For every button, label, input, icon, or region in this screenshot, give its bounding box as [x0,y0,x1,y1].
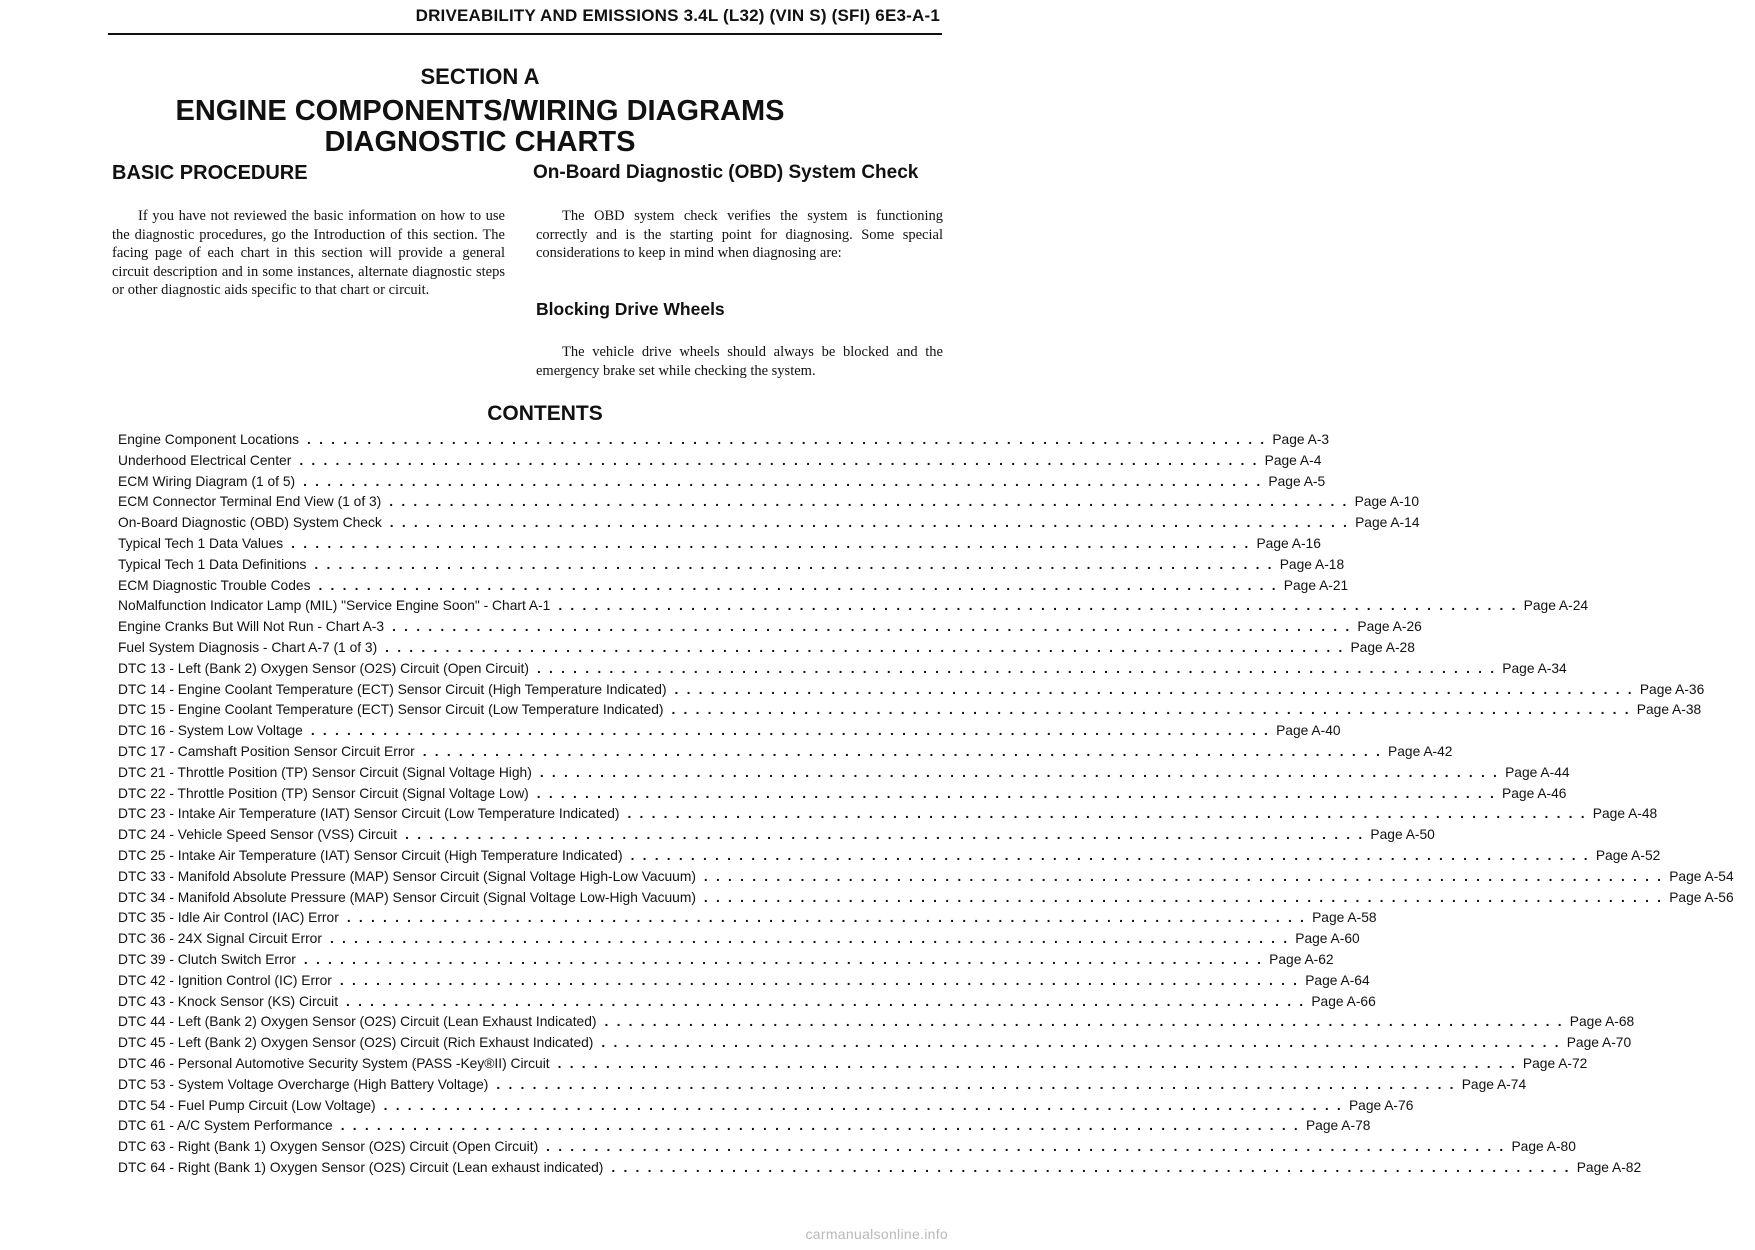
contents-entry [118,577,1349,599]
contents-entry-page: Page A-76 [1348,1097,1414,1113]
contents-entry-page: Page A-66 [1311,993,1376,1009]
contents-entry-title: DTC 39 - Clutch Switch Error [118,951,296,967]
contents-entry-title: DTC 63 - Right (Bank 1) Oxygen Sensor (O2S) Circuit (Open Circuit) [118,1139,539,1155]
contents-entry-title: On-Board Diagnostic (OBD) System Check [118,515,382,531]
dot-leader: . . . . . . . . . . . . . . . . . . . . . . . . . . . . . . . . . . . . . . . . . . . . . . . . . . . . . . . . . . . . . . . . . . . . . . . . . . . . . . . . [627,806,1587,822]
contents-entry [118,931,1360,952]
dot-leader: . . . . . . . . . . . . . . . . . . . . . . . . . . . . . . . . . . . . . . . . . . . . . . . . . . . . . . . . . . . . . . . . . . . . . . . . . . . . . . . . [703,868,1664,884]
contents-entry-page: Page A-60 [1295,931,1360,947]
watermark: carmanualsonline.info [805,1226,948,1242]
dot-leader: . . . . . . . . . . . . . . . . . . . . . . . . . . . . . . . . . . . . . . . . . . . . . . . . . . . . . . . . . . . . . . . . . . . . . . . . . . . . . . . . [389,515,1350,531]
contents-entry-title: DTC 64 - Right (Bank 1) Oxygen Sensor (O2S) Circuit (Lean exhaust indicated) [118,1159,604,1175]
contents-entry-page: Page A-42 [1388,743,1453,759]
contents-entry-page: Page A-82 [1576,1159,1642,1175]
contents-entry-title: DTC 33 - Manifold Absolute Pressure (MAP) Sensor Circuit (Signal Voltage High-Low Vacuum) [118,868,696,884]
dot-leader: . . . . . . . . . . . . . . . . . . . . . . . . . . . . . . . . . . . . . . . . . . . . . . . . . . . . . . . . . . . . . . . . . . . . . . . . . . . . . . . . [318,577,1278,593]
contents-entry-title: DTC 13 - Left (Bank 2) Oxygen Sensor (O2S) Circuit (Open Circuit) [118,660,529,676]
contents-entry-page: Page A-40 [1276,723,1341,739]
contents-entry-title: DTC 15 - Engine Coolant Temperature (ECT) Sensor Circuit (Low Temperature Indicated) [118,702,664,718]
contents-entry-page: Page A-68 [1569,1014,1635,1030]
dot-leader: . . . . . . . . . . . . . . . . . . . . . . . . . . . . . . . . . . . . . . . . . . . . . . . . . . . . . . . . . . . . . . . . . . . . . . . . . . . . . . . . [383,1097,1343,1113]
contents-entry [118,743,1453,765]
contents-entry-title: Engine Component Locations [118,432,300,447]
dot-leader: . . . . . . . . . . . . . . . . . . . . . . . . . . . . . . . . . . . . . . . . . . . . . . . . . . . . . . . . . . . . . . . . . . . . . . . . . . . . . . . . [557,1055,1517,1071]
dot-leader: . . . . . . . . . . . . . . . . . . . . . . . . . . . . . . . . . . . . . . . . . . . . . . . . . . . . . . . . . . . . . . . . . . . . . . . . . . . . . . . . [329,931,1290,947]
contents-entry-page: Page A-4 [1264,452,1322,468]
dot-leader: . . . . . . . . . . . . . . . . . . . . . . . . . . . . . . . . . . . . . . . . . . . . . . . . . . . . . . . . . . . . . . . . . . . . . . . . . . . . . . . . [422,743,1383,759]
contents-entry-page: Page A-56 [1669,889,1734,905]
dot-leader: . . . . . . . . . . . . . . . . . . . . . . . . . . . . . . . . . . . . . . . . . . . . . . . . . . . . . . . . . . . . . . . . . . . . . . . . . . . . . . . . [496,1076,1456,1092]
contents-entry-page: Page A-46 [1502,785,1567,801]
contents-entry [118,515,1420,536]
contents-entry-page: Page A-74 [1461,1076,1527,1092]
dot-leader: . . . . . . . . . . . . . . . . . . . . . . . . . . . . . . . . . . . . . . . . . . . . . . . . . . . . . . . . . . . . . . . . . . . . . . . . . . . . . . . . [340,1118,1300,1134]
contents-entry-page: Page A-5 [1268,473,1326,489]
contents-entry-title: Typical Tech 1 Data Definitions [118,556,307,572]
blocking-drive-wheels-heading: Blocking Drive Wheels [536,299,725,319]
contents-entry [118,1118,1371,1139]
contents-entry-page: Page A-50 [1370,827,1435,843]
running-header: DRIVEABILITY AND EMISSIONS 3.4L (L32) (VIN S) (SFI) 6E3-A-1 [415,6,940,25]
title-line-2: DIAGNOSTIC CHARTS [324,126,636,158]
blocking-drive-wheels-paragraph: The vehicle drive wheels should always be blocked and the emergency brake set while checking the system. [536,344,943,379]
contents-entry-page: Page A-3 [1272,432,1330,447]
contents-entry-page: Page A-24 [1523,598,1589,614]
contents-entry [118,951,1334,973]
contents-entry [118,1076,1527,1098]
contents-entry [118,889,1734,911]
contents-entry-title: DTC 34 - Manifold Absolute Pressure (MAP) Sensor Circuit (Signal Voltage Low-High Vacuum) [118,889,696,905]
contents-entry [118,993,1376,1015]
dot-leader: . . . . . . . . . . . . . . . . . . . . . . . . . . . . . . . . . . . . . . . . . . . . . . . . . . . . . . . . . . . . . . . . . . . . . . . . . . . . . . . . [307,432,1267,447]
obd-check-paragraph: The OBD system check verifies the system is functioning correctly and is the starting point for diagnosing. Some special considerations to keep in mind when diagnosing are: [536,208,943,262]
contents-entry-title: DTC 45 - Left (Bank 2) Oxygen Sensor (O2S) Circuit (Rich Exhaust Indicated) [118,1035,594,1051]
contents-entry [118,1159,1642,1181]
section-label: SECTION A [420,64,540,89]
contents-entry-page: Page A-34 [1502,660,1567,676]
contents-entry-page: Page A-78 [1305,1118,1371,1134]
contents-entry [118,827,1435,848]
contents-entry-title: DTC 44 - Left (Bank 2) Oxygen Sensor (O2S) Circuit (Lean Exhaust Indicated) [118,1014,597,1030]
contents-entry [118,494,1420,515]
contents-entry-title: Typical Tech 1 Data Values [118,535,284,551]
dot-leader: . . . . . . . . . . . . . . . . . . . . . . . . . . . . . . . . . . . . . . . . . . . . . . . . . . . . . . . . . . . . . . . . . . . . . . . . . . . . . . . . [314,556,1274,572]
dot-leader: . . . . . . . . . . . . . . . . . . . . . . . . . . . . . . . . . . . . . . . . . . . . . . . . . . . . . . . . . . . . . . . . . . . . . . . . . . . . . . . . [405,827,1365,843]
contents-entry-page: Page A-44 [1505,764,1570,780]
contents-entry [118,910,1377,931]
contents-entry-title: DTC 24 - Vehicle Speed Sensor (VSS) Circuit [118,827,398,843]
contents-entry [118,452,1322,474]
dot-leader: . . . . . . . . . . . . . . . . . . . . . . . . . . . . . . . . . . . . . . . . . . . . . . . . . . . . . . . . . . . . . . . . . . . . . . . . . . . . . . . . [291,535,1251,551]
contents-entry [118,639,1415,661]
basic-procedure-paragraph: If you have not reviewed the basic information on how to use the diagnostic procedures, go the Introduction of this section. The facing page of each chart in this section will provide a general circuit description and in some instances, alternate diagnostic steps or other diagnostic aids specific to that chart or circuit. [112,208,505,299]
contents-entry-title: DTC 23 - Intake Air Temperature (IAT) Sensor Circuit (Low Temperature Indicated) [118,806,620,822]
contents-entry-title: DTC 46 - Personal Automotive Security System (PASS -Key®II) Circuit [118,1055,550,1071]
header-rule [108,33,942,35]
dot-leader: . . . . . . . . . . . . . . . . . . . . . . . . . . . . . . . . . . . . . . . . . . . . . . . . . . . . . . . . . . . . . . . . . . . . . . . . . . . . . . . . [339,972,1300,988]
dot-leader: . . . . . . . . . . . . . . . . . . . . . . . . . . . . . . . . . . . . . . . . . . . . . . . . . . . . . . . . . . . . . . . . . . . . . . . . . . . . . . . . [674,681,1634,697]
dot-leader: . . . . . . . . . . . . . . . . . . . . . . . . . . . . . . . . . . . . . . . . . . . . . . . . . . . . . . . . . . . . . . . . . . . . . . . . . . . . . . . . [539,764,1500,780]
contents-entry-page: Page A-48 [1592,806,1658,822]
dot-leader: . . . . . . . . . . . . . . . . . . . . . . . . . . . . . . . . . . . . . . . . . . . . . . . . . . . . . . . . . . . . . . . . . . . . . . . . . . . . . . . . [303,951,1264,967]
contents-entry [118,1097,1414,1119]
contents-entry-title: DTC 25 - Intake Air Temperature (IAT) Sensor Circuit (High Temperature Indicated) [118,847,623,863]
contents-entry-title: DTC 22 - Throttle Position (TP) Sensor Circuit (Signal Voltage Low) [118,785,529,801]
dot-leader: . . . . . . . . . . . . . . . . . . . . . . . . . . . . . . . . . . . . . . . . . . . . . . . . . . . . . . . . . . . . . . . . . . . . . . . . . . . . . . . . [299,452,1259,468]
contents-entry [118,681,1705,703]
contents-entry-title: DTC 21 - Throttle Position (TP) Sensor Circuit (Signal Voltage High) [118,764,532,780]
dot-leader: . . . . . . . . . . . . . . . . . . . . . . . . . . . . . . . . . . . . . . . . . . . . . . . . . . . . . . . . . . . . . . . . . . . . . . . . . . . . . . . . [310,723,1271,739]
contents-entry [118,619,1422,640]
contents-entry-title: Engine Cranks But Will Not Run - Chart A-3 [118,619,385,635]
contents-entry-title: ECM Wiring Diagram (1 of 5) [118,473,296,489]
contents-entry-title: DTC 54 - Fuel Pump Circuit (Low Voltage) [118,1097,376,1113]
dot-leader: . . . . . . . . . . . . . . . . . . . . . . . . . . . . . . . . . . . . . . . . . . . . . . . . . . . . . . . . . . . . . . . . . . . . . . . . . . . . . . . . [703,889,1664,905]
contents-entry-page: Page A-28 [1350,639,1415,655]
contents-heading: CONTENTS [487,402,603,425]
contents-entry [118,764,1570,786]
contents-entry-page: Page A-38 [1636,702,1702,718]
contents-entry [118,1035,1632,1056]
contents-entry-page: Page A-54 [1669,868,1734,884]
dot-leader: . . . . . . . . . . . . . . . . . . . . . . . . . . . . . . . . . . . . . . . . . . . . . . . . . . . . . . . . . . . . . . . . . . . . . . . . . . . . . . . . [385,639,1345,655]
contents-entry-title: DTC 36 - 24X Signal Circuit Error [118,931,322,947]
dot-leader: . . . . . . . . . . . . . . . . . . . . . . . . . . . . . . . . . . . . . . . . . . . . . . . . . . . . . . . . . . . . . . . . . . . . . . . . . . . . . . . . [671,702,1631,718]
contents-entry-page: Page A-14 [1355,515,1420,531]
dot-leader: . . . . . . . . . . . . . . . . . . . . . . . . . . . . . . . . . . . . . . . . . . . . . . . . . . . . . . . . . . . . . . . . . . . . . . . . . . . . . . . . [558,598,1518,614]
dot-leader: . . . . . . . . . . . . . . . . . . . . . . . . . . . . . . . . . . . . . . . . . . . . . . . . . . . . . . . . . . . . . . . . . . . . . . . . . . . . . . . . [536,785,1497,801]
contents-entry-page: Page A-18 [1279,556,1345,572]
contents-entry [118,806,1658,827]
dot-leader: . . . . . . . . . . . . . . . . . . . . . . . . . . . . . . . . . . . . . . . . . . . . . . . . . . . . . . . . . . . . . . . . . . . . . . . . . . . . . . . . [346,993,1306,1009]
dot-leader: . . . . . . . . . . . . . . . . . . . . . . . . . . . . . . . . . . . . . . . . . . . . . . . . . . . . . . . . . . . . . . . . . . . . . . . . . . . . . . . . [604,1014,1564,1030]
contents-entry [118,847,1661,869]
contents-entry-title: DTC 42 - Ignition Control (IC) Error [118,972,332,988]
dot-leader: . . . . . . . . . . . . . . . . . . . . . . . . . . . . . . . . . . . . . . . . . . . . . . . . . . . . . . . . . . . . . . . . . . . . . . . . . . . . . . . . [601,1035,1561,1051]
contents-entry-page: Page A-26 [1357,619,1422,635]
contents-entry-title: DTC 14 - Engine Coolant Temperature (ECT) Sensor Circuit (High Temperature Indicated) [118,681,667,697]
contents-entry-page: Page A-16 [1256,535,1321,551]
contents-entry [118,660,1567,682]
contents-entry [118,473,1326,495]
contents-entry-title: ECM Connector Terminal End View (1 of 3) [118,494,382,510]
contents-entry [118,702,1702,723]
contents-entry-title: DTC 17 - Camshaft Position Sensor Circuit Error [118,743,415,759]
contents-entry-title: DTC 61 - A/C System Performance [118,1118,333,1134]
dot-leader: . . . . . . . . . . . . . . . . . . . . . . . . . . . . . . . . . . . . . . . . . . . . . . . . . . . . . . . . . . . . . . . . . . . . . . . . . . . . . . . . [546,1139,1506,1155]
contents-entry-title: NoMalfunction Indicator Lamp (MIL) "Service Engine Soon" - Chart A-1 [118,598,551,614]
page-title [0,96,960,158]
contents-entry-title: ECM Diagnostic Trouble Codes [118,577,311,593]
obd-check-heading: On-Board Diagnostic (OBD) System Check [533,162,919,183]
dot-leader: . . . . . . . . . . . . . . . . . . . . . . . . . . . . . . . . . . . . . . . . . . . . . . . . . . . . . . . . . . . . . . . . . . . . . . . . . . . . . . . . [346,910,1307,926]
contents-entry [118,535,1321,557]
contents-entry-title: Underhood Electrical Center [118,452,292,468]
contents-entry [118,723,1341,744]
contents-entry-page: Page A-72 [1522,1055,1588,1071]
contents-entry-title: DTC 16 - System Low Voltage [118,723,303,739]
contents-entry [118,868,1734,890]
contents-entry-page: Page A-52 [1595,847,1661,863]
contents-entry [118,972,1370,994]
contents-entry-page: Page A-64 [1305,972,1370,988]
contents-list [118,432,1734,1181]
contents-entry-title: DTC 53 - System Voltage Overcharge (High Battery Voltage) [118,1076,489,1092]
contents-entry [118,785,1567,807]
contents-entry-page: Page A-58 [1312,910,1377,926]
contents-entry-page: Page A-21 [1283,577,1349,593]
contents-entry-page: Page A-70 [1566,1035,1632,1051]
contents-entry-page: Page A-80 [1511,1139,1576,1155]
basic-procedure-heading: BASIC PROCEDURE [112,162,308,184]
contents-entry-title: DTC 43 - Knock Sensor (KS) Circuit [118,993,339,1009]
contents-entry [118,1055,1588,1077]
contents-entry-title: Fuel System Diagnosis - Chart A-7 (1 of 3) [118,639,378,655]
dot-leader: . . . . . . . . . . . . . . . . . . . . . . . . . . . . . . . . . . . . . . . . . . . . . . . . . . . . . . . . . . . . . . . . . . . . . . . . . . . . . . . . [630,847,1590,863]
contents-entry-page: Page A-36 [1639,681,1705,697]
title-line-1: ENGINE COMPONENTS/WIRING DIAGRAMS [175,95,785,127]
dot-leader: . . . . . . . . . . . . . . . . . . . . . . . . . . . . . . . . . . . . . . . . . . . . . . . . . . . . . . . . . . . . . . . . . . . . . . . . . . . . . . . . [303,473,1263,489]
contents-entry-page: Page A-62 [1269,951,1334,967]
dot-leader: . . . . . . . . . . . . . . . . . . . . . . . . . . . . . . . . . . . . . . . . . . . . . . . . . . . . . . . . . . . . . . . . . . . . . . . . . . . . . . . . [389,494,1349,510]
contents-entry [118,432,1330,453]
contents-entry [118,1014,1635,1035]
contents-entry [118,1139,1576,1160]
contents-entry [118,598,1589,619]
contents-entry [118,556,1345,578]
dot-leader: . . . . . . . . . . . . . . . . . . . . . . . . . . . . . . . . . . . . . . . . . . . . . . . . . . . . . . . . . . . . . . . . . . . . . . . . . . . . . . . . [536,660,1497,676]
dot-leader: . . . . . . . . . . . . . . . . . . . . . . . . . . . . . . . . . . . . . . . . . . . . . . . . . . . . . . . . . . . . . . . . . . . . . . . . . . . . . . . . [611,1159,1571,1175]
contents-entry-title: DTC 35 - Idle Air Control (IAC) Error [118,910,339,926]
contents-entry-page: Page A-10 [1354,494,1420,510]
dot-leader: . . . . . . . . . . . . . . . . . . . . . . . . . . . . . . . . . . . . . . . . . . . . . . . . . . . . . . . . . . . . . . . . . . . . . . . . . . . . . . . . [392,619,1352,635]
